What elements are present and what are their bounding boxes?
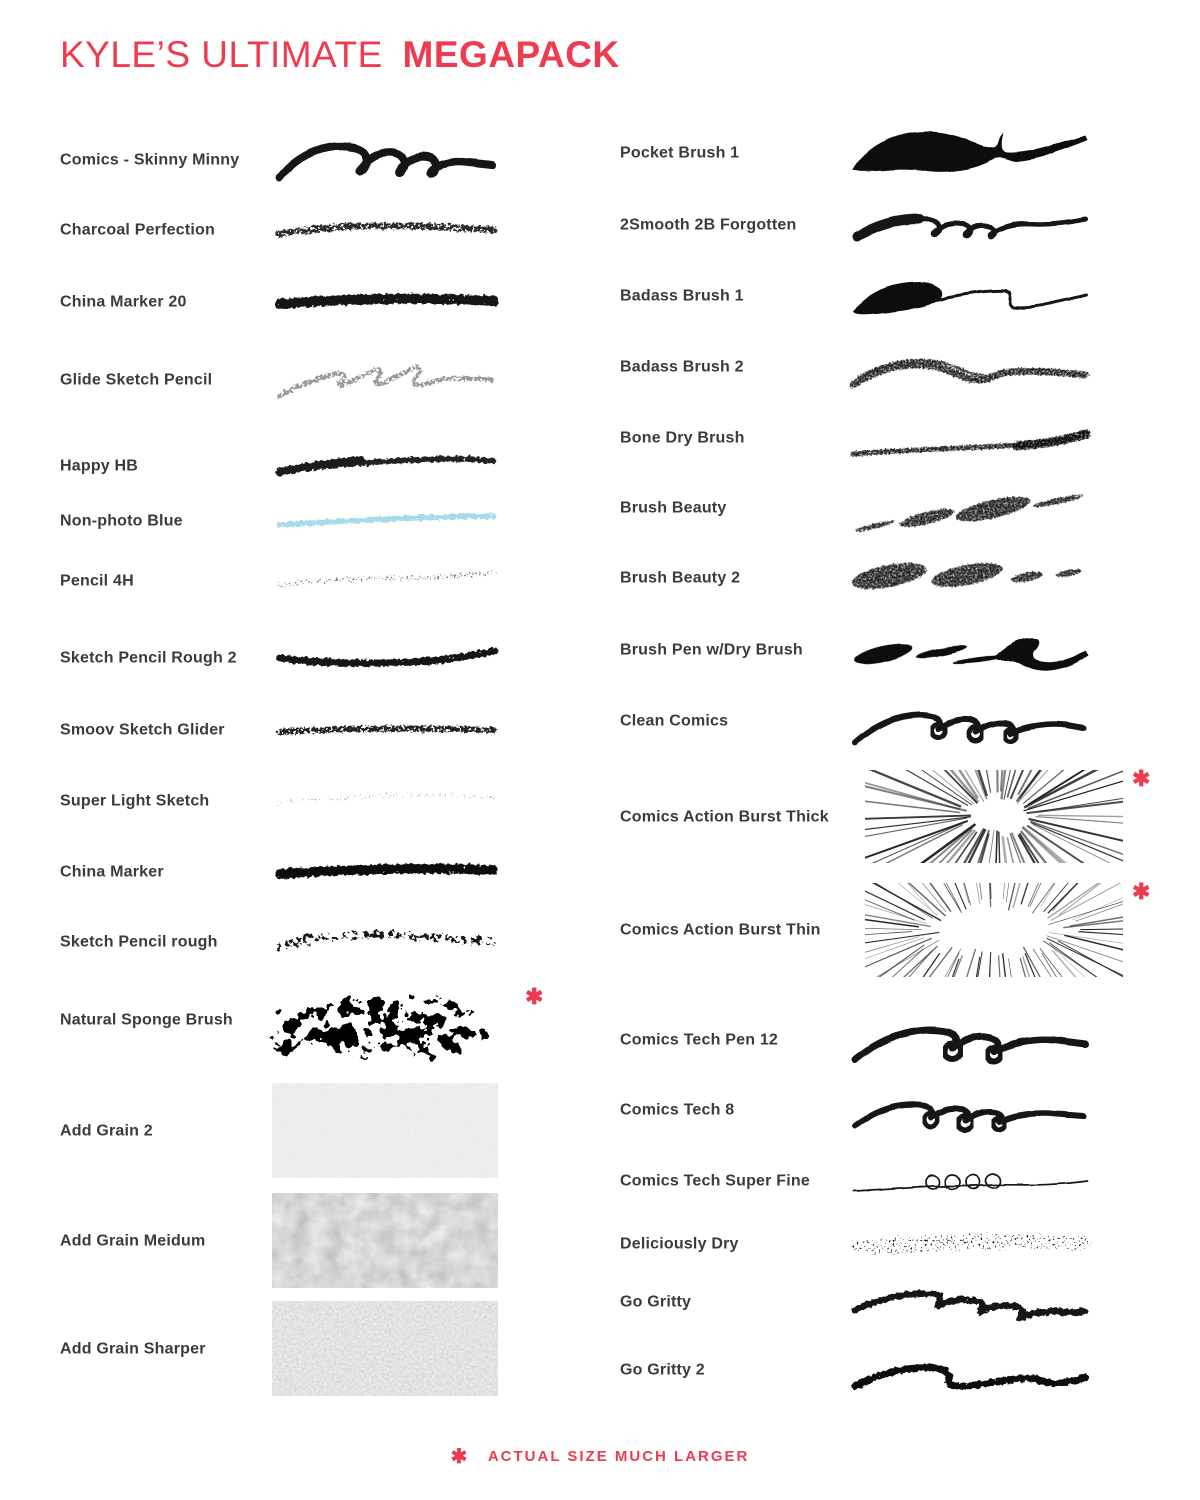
stroke-path (279, 573, 493, 585)
brush-name-label: Bone Dry Brush (620, 429, 745, 447)
brush-dab (1010, 570, 1043, 585)
burst-line (1051, 883, 1123, 920)
tech-8-scribble-sample (845, 1082, 1095, 1138)
brush-name-label: China Marker 20 (60, 293, 187, 311)
gray-pencil-zigzag-sample (270, 352, 503, 408)
stroke-path (937, 291, 1086, 307)
stroke-loop (966, 1175, 980, 1189)
stroke-path (272, 996, 487, 1054)
stroke-path (857, 219, 919, 237)
noise-texture (272, 1301, 498, 1396)
brush-row (60, 916, 600, 968)
brush-dab (954, 492, 1032, 527)
stroke-loop (926, 1175, 940, 1189)
stroke-path (855, 1294, 1085, 1318)
brush-row (60, 202, 600, 258)
burst-line (1058, 941, 1123, 977)
non-photo-blue-stroke-sample (270, 501, 503, 541)
brush-dabs-1-sample (845, 476, 1095, 540)
brush-name-label: Natural Sponge Brush (60, 1011, 233, 1029)
brush-row (620, 476, 1186, 540)
grain-fine-sample (272, 1083, 498, 1178)
brush-name-label: Pencil 4H (60, 572, 134, 590)
badass-2-stroke-sample (845, 339, 1095, 395)
brush-name-label: Add Grain 2 (60, 1121, 153, 1139)
tech-pen-12-scribble-sample (845, 1012, 1095, 1068)
burst-line (865, 959, 959, 977)
brush-dab (855, 519, 895, 534)
brush-name-label: China Marker (60, 863, 164, 881)
go-gritty-2-stroke-sample (845, 1342, 1095, 1398)
footnote-text: ACTUAL SIZE MUCH LARGER (487, 1448, 750, 1465)
asterisk-icon: ✱ (1132, 879, 1151, 904)
brush-name-label: Comics Tech Pen 12 (620, 1031, 779, 1049)
badass-1-stroke-sample (845, 268, 1095, 324)
brush-row (620, 410, 1186, 466)
brush-name-label: Brush Beauty (620, 499, 727, 517)
brush-name-label: Deliciously Dry (620, 1235, 739, 1253)
stroke-path (279, 934, 493, 946)
brush-row (620, 121, 1186, 185)
brush-name-label: Go Gritty 2 (620, 1361, 705, 1379)
burst-line (1030, 883, 1123, 907)
burst-line (865, 883, 933, 918)
pocket-brush-stroke-sample (845, 121, 1095, 185)
stroke-path (279, 299, 494, 304)
stroke-loop (986, 1174, 1000, 1188)
brush-dab (898, 505, 955, 530)
brush-name-label: 2Smooth 2B Forgotten (620, 216, 797, 234)
brush-name-label: Happy HB (60, 457, 139, 475)
stroke-path (1017, 434, 1086, 446)
brush-row (620, 1342, 1186, 1398)
clean-comics-scribble-sample (845, 693, 1095, 749)
burst-line (1036, 817, 1123, 838)
light-sketch-stroke-sample (270, 779, 503, 823)
dry-splatter-stroke-sample (845, 1220, 1095, 1268)
brush-row (620, 546, 1186, 610)
brush-row (620, 1157, 1186, 1205)
burst-line (1080, 926, 1123, 929)
brush-row (620, 268, 1186, 324)
asterisk-icon: ✱ (450, 1446, 468, 1468)
brush-name-label: Add Grain Meidum (60, 1231, 206, 1249)
brush-row (620, 1274, 1186, 1330)
brush-row (620, 197, 1186, 253)
grain-sharp-sample (272, 1301, 498, 1396)
brush-name-label: Super Light Sketch (60, 792, 210, 810)
burst-line (977, 883, 990, 907)
brush-name-label: Comics Action Burst Thick (620, 807, 829, 825)
brush-row (620, 1220, 1186, 1268)
brush-dab (850, 558, 929, 594)
brush-name-label: Glide Sketch Pencil (60, 371, 213, 389)
burst-line (1031, 822, 1123, 863)
burst-line (995, 770, 998, 792)
stroke-path (853, 282, 943, 315)
stroke-path (855, 1368, 1086, 1386)
brush-row (620, 766, 1186, 863)
burst-line (1063, 900, 1123, 928)
brush-row (60, 501, 600, 541)
grain-coarse-sample (272, 1193, 498, 1288)
brush-row (60, 557, 600, 605)
brush-row (620, 1082, 1186, 1138)
brush-name-label: Badass Brush 2 (620, 358, 744, 376)
asterisk-icon: ✱ (1132, 766, 1151, 791)
brush-dab (852, 639, 914, 668)
china-marker-stroke-sample (270, 846, 503, 898)
brush-row (60, 846, 600, 898)
stroke-path (853, 365, 1085, 385)
bold-ink-scribble-sample (270, 132, 503, 188)
brush-name-label: Comics Action Burst Thin (620, 921, 821, 939)
brush-row (60, 632, 600, 684)
tech-superfine-loops-sample (845, 1157, 1095, 1205)
rough-pencil-stroke-sample (270, 916, 503, 968)
brush-row (620, 618, 1186, 682)
brush-name-label: Add Grain Sharper (60, 1339, 206, 1357)
brush-name-label: Sketch Pencil rough (60, 933, 218, 951)
action-burst-thick-sample (865, 770, 1123, 863)
stroke-path (279, 146, 491, 178)
footnote (0, 1444, 1200, 1469)
brush-name-label: Go Gritty (620, 1293, 692, 1311)
stroke-path (279, 368, 491, 396)
burst-line (865, 883, 931, 926)
stroke-path (279, 516, 493, 525)
go-gritty-stroke-sample (845, 1274, 1095, 1330)
brush-name-label: Charcoal Perfection (60, 221, 215, 239)
noise-texture (272, 1083, 498, 1178)
burst-line (980, 959, 991, 977)
brush-name-label: Brush Beauty 2 (620, 569, 741, 587)
asterisk-icon: ✱ (525, 984, 544, 1009)
brush-row (60, 779, 600, 823)
stroke-path (279, 729, 493, 732)
brush-row (620, 879, 1186, 977)
brush-row (620, 693, 1186, 749)
brush-row (60, 706, 600, 754)
burst-line (999, 955, 1016, 977)
stroke-path (279, 795, 493, 803)
sponge-texture-sample (255, 972, 505, 1068)
bone-dry-stroke-sample (845, 410, 1095, 466)
stroke-loop (946, 1175, 960, 1189)
stroke-path (279, 226, 494, 234)
brush-row (620, 1012, 1186, 1068)
stroke-path (995, 638, 1088, 671)
burst-line (1028, 883, 1123, 906)
action-burst-thin-sample (865, 883, 1123, 977)
brush-dab (930, 558, 1004, 591)
4h-pencil-stroke-sample (270, 557, 503, 605)
burst-line (865, 770, 961, 807)
brush-name-label: Badass Brush 1 (620, 287, 744, 305)
brush-name-label: Non-photo Blue (60, 512, 183, 530)
brush-name-label: Pocket Brush 1 (620, 144, 740, 162)
brush-name-label: Comics - Skinny Minny (60, 151, 240, 169)
burst-line (1040, 948, 1123, 977)
page-title-regular: KYLE’S ULTIMATE (60, 34, 383, 75)
stroke-path (852, 132, 1087, 173)
brush-name-label: Sketch Pencil Rough 2 (60, 649, 237, 667)
brush-dab (915, 643, 968, 661)
burst-line (1042, 953, 1123, 977)
smooth-pencil-stroke-sample (270, 706, 503, 754)
stroke-path (855, 1030, 1085, 1060)
stroke-path (853, 1181, 1087, 1191)
burst-line (1017, 770, 1123, 804)
2smooth-stroke-sample (845, 197, 1095, 253)
brush-row (60, 274, 600, 330)
brush-name-label: Brush Pen w/Dry Brush (620, 641, 803, 659)
china-marker-20-stroke-sample (270, 274, 503, 330)
burst-line (1072, 883, 1123, 920)
brush-row (60, 1193, 600, 1288)
brush-row (60, 972, 600, 1068)
hb-pencil-stroke-sample (270, 438, 503, 494)
stroke-path (279, 869, 493, 874)
brush-dab (1056, 568, 1083, 579)
brush-row (620, 339, 1186, 395)
rough-pencil-stroke-2-sample (270, 632, 503, 684)
brush-dab (1032, 493, 1084, 510)
brush-row (60, 1301, 600, 1396)
brush-name-label: Smoov Sketch Glider (60, 721, 225, 739)
brush-row (60, 352, 600, 408)
charcoal-stroke-sample (270, 202, 503, 258)
brush-name-label: Comics Tech Super Fine (620, 1172, 810, 1190)
brush-row (60, 1083, 600, 1178)
burst-line (1003, 953, 1037, 977)
brush-name-label: Clean Comics (620, 712, 729, 730)
brush-dabs-2-sample (845, 546, 1095, 610)
brush-row (60, 438, 600, 494)
brush-name-label: Comics Tech 8 (620, 1101, 735, 1119)
right-brush-column (620, 0, 1186, 1500)
left-brush-column (60, 0, 600, 1500)
noise-texture (272, 1193, 498, 1288)
page-title-bold: MEGAPACK (402, 34, 620, 75)
burst-line (865, 953, 940, 977)
brush-pen-stroke-sample (845, 618, 1095, 682)
stroke-path (279, 651, 494, 663)
brush-row (60, 132, 600, 188)
